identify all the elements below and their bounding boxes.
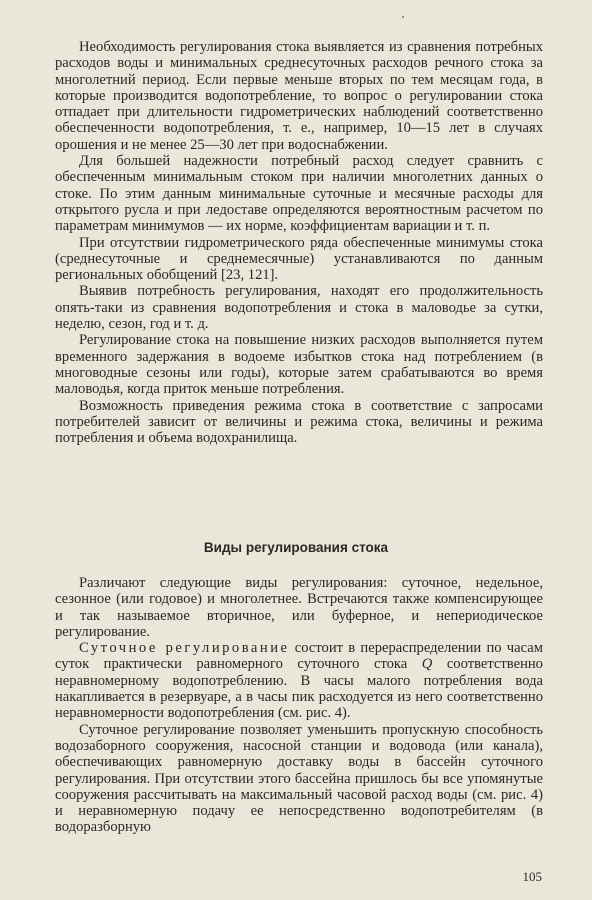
paragraph: Различают следующие виды регулирования: суточное, недельное, сезонное (или годовое) и многолетнее. Встречаются также компенсирующее и так называемое вторичное, или буферное, и непериодическое регулирование.: [55, 575, 543, 640]
paragraph: Для большей надежности потребный расход следует сравнить с обеспеченным минимальным стоком при наличии многолетних данных о стоке. По этим данным минимальные суточные и месячные расходы для открытого русла и при ледоставе определяются вероятностным расчетом по параметрам минимумов — их норме, коэффициентам вариации и т. п.: [55, 153, 543, 235]
paragraph: При отсутствии гидрометрического ряда обеспеченные минимумы стока (среднесуточные и среднемесячные) устанавливаются по данным региональных обобщений [23, 121].: [55, 234, 543, 284]
paragraph: [55, 640, 543, 721]
variable-q: Q: [421, 656, 433, 673]
paragraph: Выявив потребность регулирования, находят его продолжительность опять-таки из сравнения водопотребления и стока в маловодье за сутки, неделю, сезон, год и т. д.: [55, 283, 543, 333]
paragraph: Необходимость регулирования стока выявляется из сравнения потребных расходов воды и минимальных среднесуточных расходов речного стока за многолетний период. Если первые меньше вторых по тем месяцам года, в которые производится водопотребление, то вопрос о регулировании стока отпадает при длительности гидрометрических наблюдений соответственно обеспеченности водопотребления, т. е., например, 10—15 лет в случаях орошения и не менее 25—30 лет при водоснабжении.: [55, 39, 543, 153]
spaced-term: Суточное регулирование: [79, 640, 290, 657]
paragraph-text: соответственно неравномерному водопотреблению. В часы малого потребления вода накапливается в резервуаре, а в часы пик расходуется из него соответственно неравномерности водопотребления (см. рис. 4).: [55, 656, 543, 722]
print-speck: [402, 16, 404, 18]
paragraph: Суточное регулирование позволяет уменьшить пропускную способность водозаборного сооружения, насосной станции и водовода (или канала), обеспечивающих равномерную доставку воды в бассейн суточного регулирования. При отсутствии этого бассейна пришлось бы все упомянутые сооружения рассчитывать на максимальный часовой расход воды (см. рис. 4) и неравномерную подачу ее непосредственно водопотребителям (в водоразборную: [55, 721, 543, 836]
paragraph: Регулирование стока на повышение низких расходов выполняется путем временного задержания в водоеме избытков стока над потреблением (в многоводные сезоны или годы), которые затем срабатываются во время маловодья, когда приток меньше потребления.: [55, 332, 543, 398]
section-heading: Виды регулирования стока: [203, 540, 389, 555]
page-number: 105: [522, 869, 542, 884]
text-block-top: [55, 39, 543, 446]
paragraph: Возможность приведения режима стока в соответствие с запросами потребителей зависит от величины и режима стока, величины и режима потребления и объема водохранилища.: [55, 397, 543, 447]
text-block-bottom: [55, 575, 543, 836]
paragraph-text: состоит в перераспределении по часам суток практически равномерного суточного стока: [55, 640, 543, 673]
